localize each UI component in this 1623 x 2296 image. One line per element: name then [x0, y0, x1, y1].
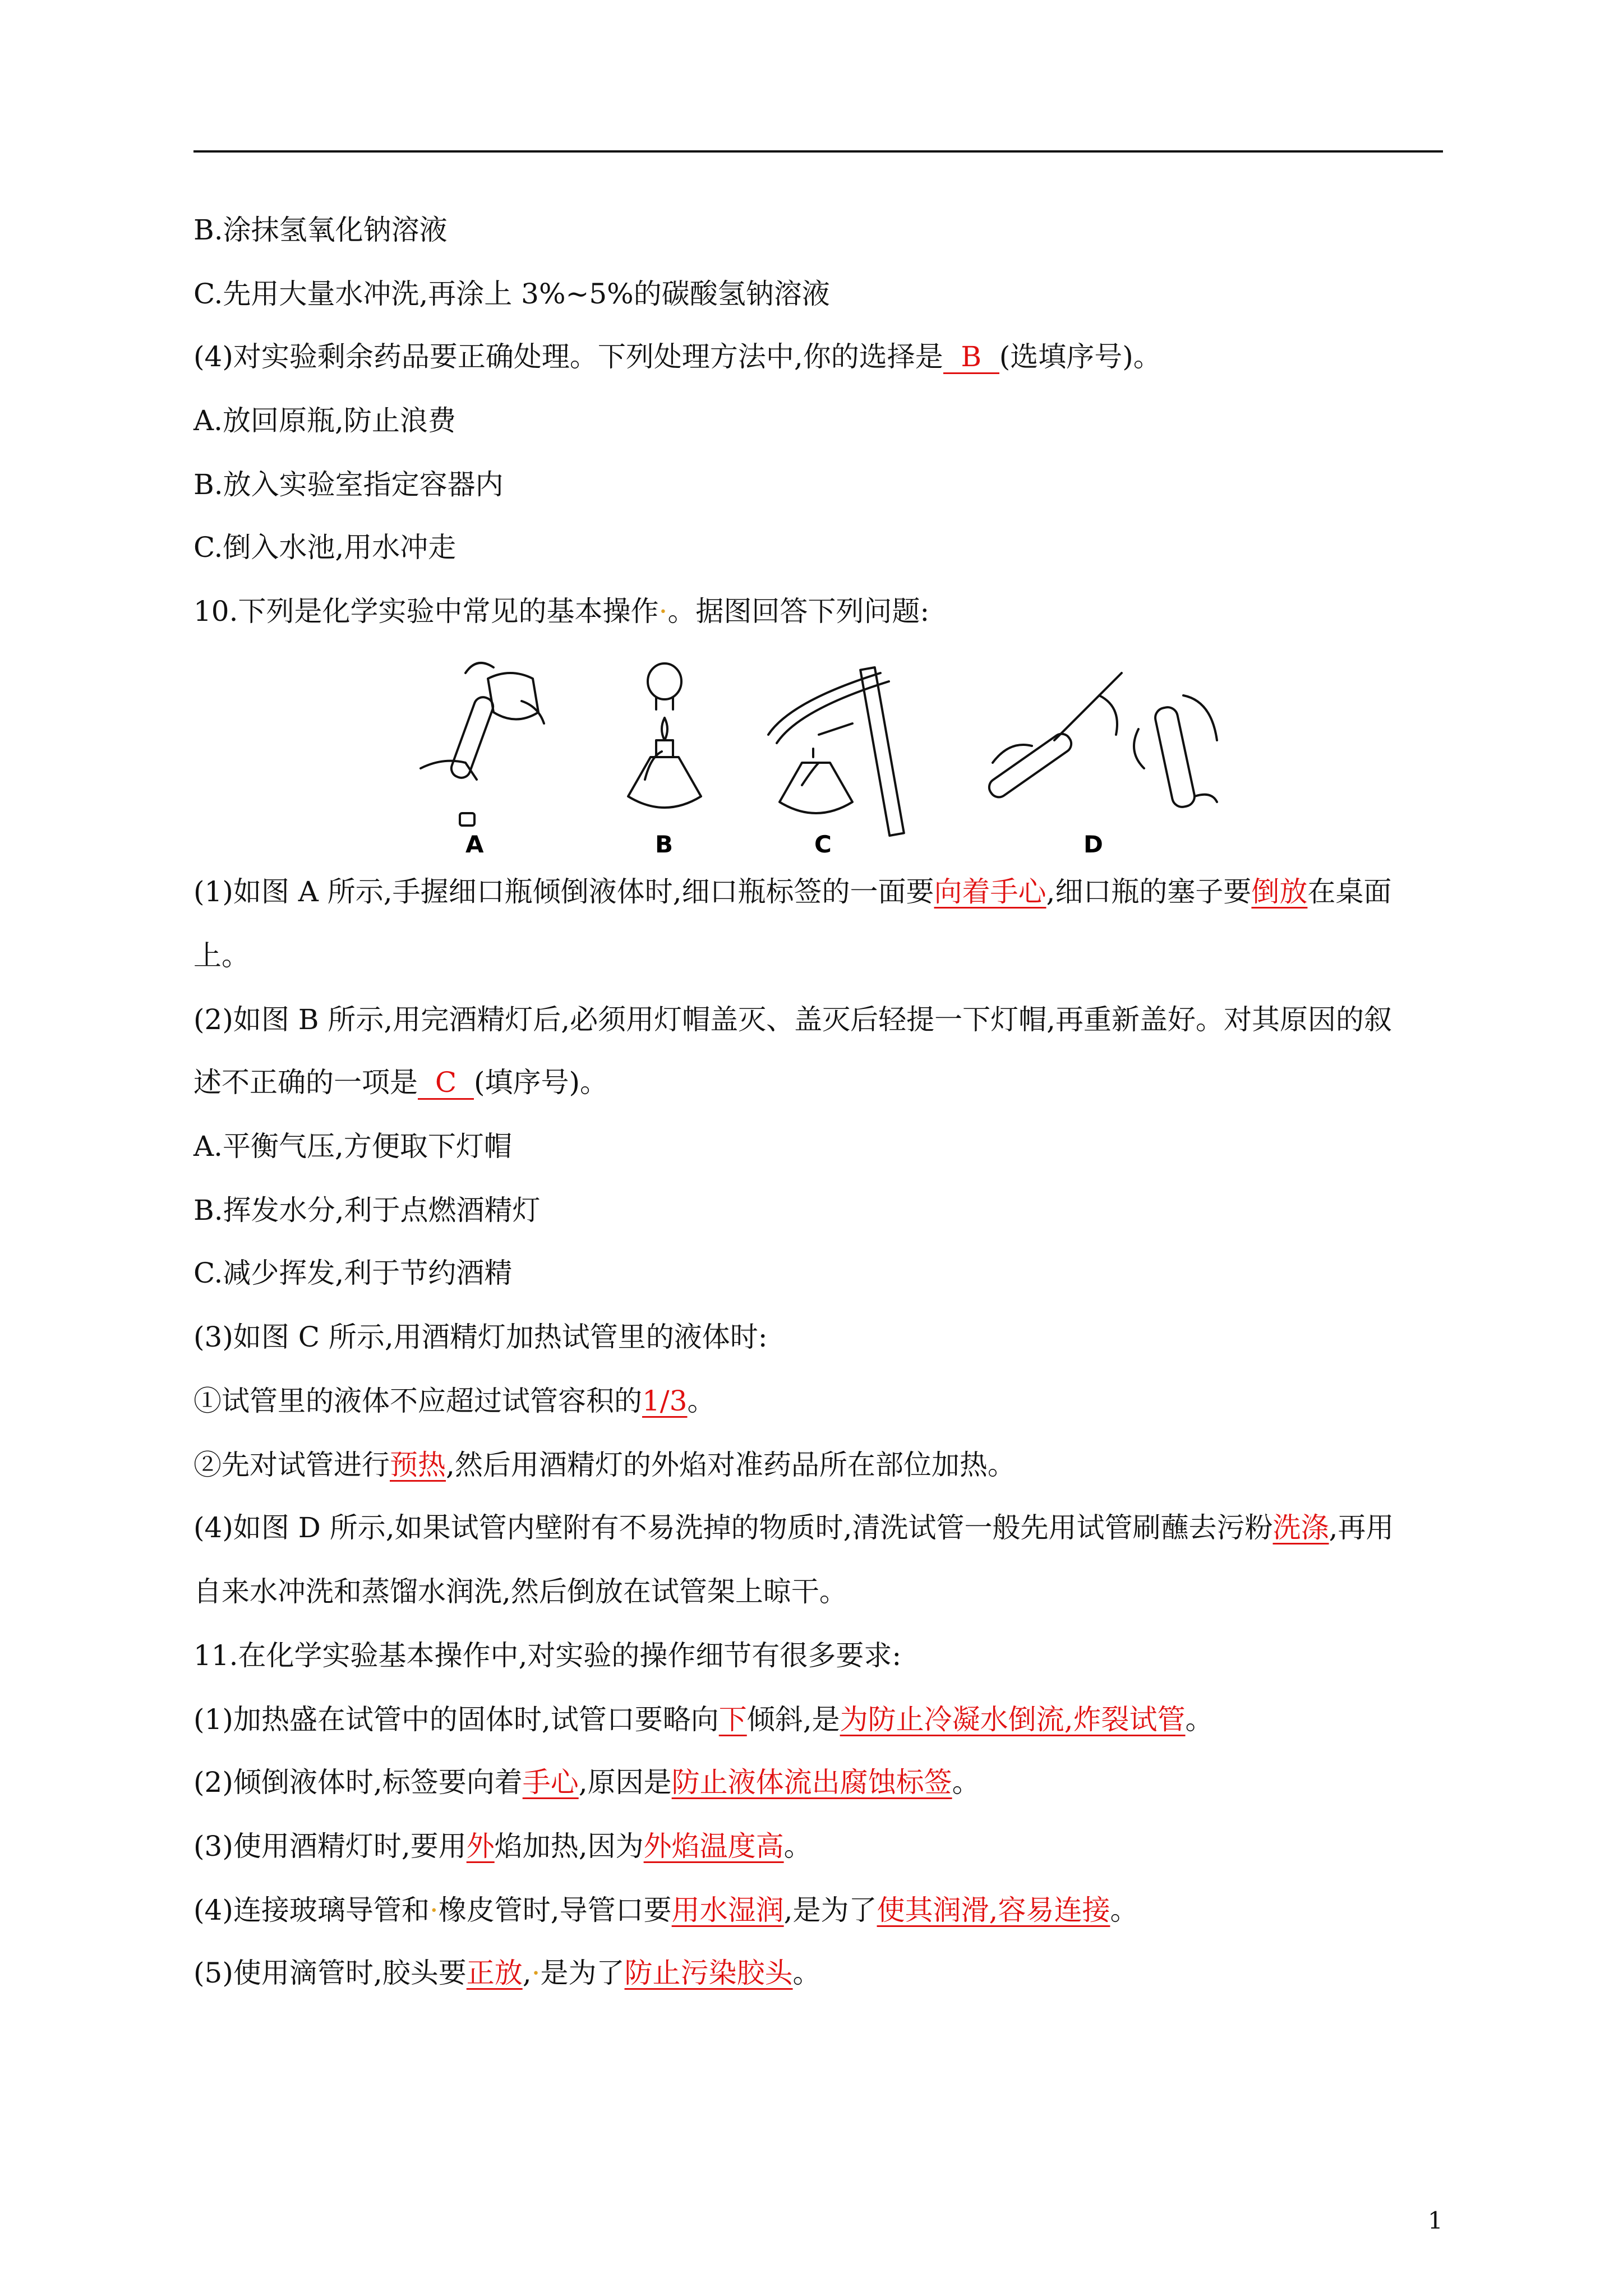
figure-a-pouring [421, 663, 544, 826]
question-11-4-line: (4)连接玻璃导管和·橡皮管时,导管口要用水湿润,是为了使其润滑,容易连接。 [193, 1894, 1138, 1926]
text-line: B.涂抹氢氧化钠溶液 [193, 214, 448, 246]
text-line: 上。 [193, 939, 250, 972]
figure-label-c: C [814, 831, 832, 858]
question-11-5-line: (5)使用滴管时,胶头要正放,·是为了防止污染胶头。 [193, 1957, 821, 1989]
page-number: 1 [1428, 2207, 1443, 2234]
question-10-3-1-line: ①试管里的液体不应超过试管容积的1/3。 [193, 1385, 716, 1417]
text-line: C.先用大量水冲洗,再涂上 3%~5%的碳酸氢钠溶液 [193, 278, 830, 310]
figure-label-d: D [1083, 831, 1103, 858]
figure-c-heating [768, 667, 904, 836]
option-line: C.减少挥发,利于节约酒精 [193, 1257, 513, 1289]
question-4-line: (4)对实验剩余药品要正确处理。下列处理方法中,你的选择是 B (选填序号)。 [193, 340, 1161, 373]
question-11-2-line: (2)倾倒液体时,标签要向着手心,原因是防止液体流出腐蚀标签。 [193, 1766, 980, 1799]
question-10-1-line: (1)如图 A 所示,手握细口瓶倾倒液体时,细口瓶标签的一面要向着手心,细口瓶的塞子要倒放在桌面 [193, 875, 1392, 908]
figure-b-lamp [628, 663, 701, 808]
question-11-title: 11.在化学实验基本操作中,对实验的操作细节有很多要求: [193, 1639, 902, 1672]
question-10-3-2-line: ②先对试管进行预热,然后用酒精灯的外焰对准药品所在部位加热。 [193, 1449, 1016, 1481]
answer-blank: B [943, 341, 999, 374]
question-10-title: 10.下列是化学实验中常见的基本操作·。据图回答下列问题: [193, 595, 930, 628]
text-line: 自来水冲洗和蒸馏水润洗,然后倒放在试管架上晾干。 [193, 1575, 847, 1608]
question-10-4-line: (4)如图 D 所示,如果试管内壁附有不易洗掉的物质时,清洗试管一般先用试管刷蘸去污粉洗涤,再用 [193, 1511, 1394, 1544]
lab-operations-figure [409, 651, 1239, 858]
header-rule [193, 150, 1443, 153]
figure-label-b: B [655, 831, 674, 858]
question-11-1-line: (1)加热盛在试管中的固体时,试管口要略向下倾斜,是为防止冷凝水倒流,炸裂试管。 [193, 1703, 1214, 1736]
question-10-3-line: (3)如图 C 所示,用酒精灯加热试管里的液体时: [193, 1321, 768, 1353]
question-10-2-line: (2)如图 B 所示,用完酒精灯后,必须用灯帽盖灭、盖灭后轻提一下灯帽,再重新盖好。对其原因的叙 [193, 1003, 1393, 1036]
figure-label-a: A [465, 831, 484, 858]
answer-blank: C [418, 1067, 474, 1100]
option-line: C.倒入水池,用水冲走 [193, 531, 457, 564]
question-11-3-line: (3)使用酒精灯时,要用外焰加热,因为外焰温度高。 [193, 1830, 812, 1862]
option-line: B.挥发水分,利于点燃酒精灯 [193, 1194, 541, 1227]
option-line: A.放回原瓶,防止浪费 [193, 404, 456, 437]
question-10-2-cont: 述不正确的一项是 C (填序号)。 [193, 1066, 608, 1099]
option-line: B.放入实验室指定容器内 [193, 468, 504, 501]
figure-d-cleaning [986, 673, 1217, 809]
option-line: A.平衡气压,方便取下灯帽 [193, 1130, 512, 1163]
